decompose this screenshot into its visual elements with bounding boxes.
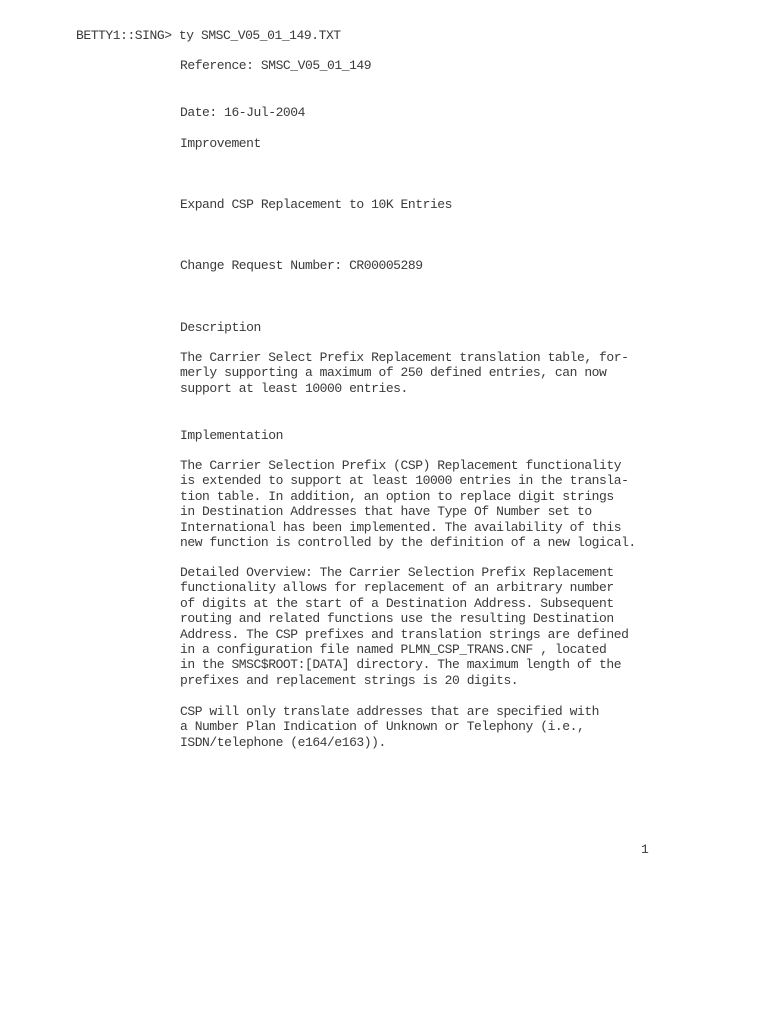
command-prompt-line: BETTY1::SING> ty SMSC_V05_01_149.TXT [76,28,341,43]
text-line: The Carrier Selection Prefix (CSP) Replacement functionality [180,458,622,473]
text-line: merly supporting a maximum of 250 defined entries, can now [180,365,607,381]
text-line: International has been implemented. The availability of this [180,519,622,535]
description-heading: Description [180,320,261,335]
text-line: is extended to support at least 10000 entries in the transla- [180,473,629,489]
text-line: ISDN/telephone (e164/e163)). [180,734,386,750]
text-line: a Number Plan Indication of Unknown or Telephony (i.e., [180,719,585,735]
date-line: Date: 16-Jul-2004 [180,105,305,120]
document-title: Expand CSP Replacement to 10K Entries [180,197,452,212]
text-line: Address. The CSP prefixes and translation strings are defined [180,626,629,642]
detailed-overview-paragraph [180,565,628,688]
text-line: in Destination Addresses that have Type Of Number set to [180,504,592,520]
text-line: CSP will only translate addresses that are specified with [180,704,600,719]
implementation-heading: Implementation [180,428,283,443]
change-request-line: Change Request Number: CR00005289 [180,258,423,273]
csp-translation-paragraph [180,704,599,750]
category-line: Improvement [180,136,261,151]
text-line: prefixes and replacement strings is 20 digits. [180,672,519,688]
implementation-paragraph [180,458,636,550]
description-paragraph [180,350,628,396]
text-line: routing and related functions use the resulting Destination [180,611,614,627]
text-line: Detailed Overview: The Carrier Selection Prefix Replacement [180,565,614,580]
text-line: The Carrier Select Prefix Replacement translation table, for- [180,350,629,365]
text-line: support at least 10000 entries. [180,380,408,396]
text-line: of digits at the start of a Destination Address. Subsequent [180,595,614,611]
text-line: in a configuration file named PLMN_CSP_TRANS.CNF , located [180,642,607,658]
reference-line: Reference: SMSC_V05_01_149 [180,58,372,73]
text-line: tion table. In addition, an option to replace digit strings [180,488,614,504]
text-line: new function is controlled by the definition of a new logical. [180,535,636,551]
text-line: functionality allows for replacement of an arbitrary number [180,580,614,596]
text-line: in the SMSC$ROOT:[DATA] directory. The maximum length of the [180,657,622,673]
page-number: 1 [641,842,649,857]
